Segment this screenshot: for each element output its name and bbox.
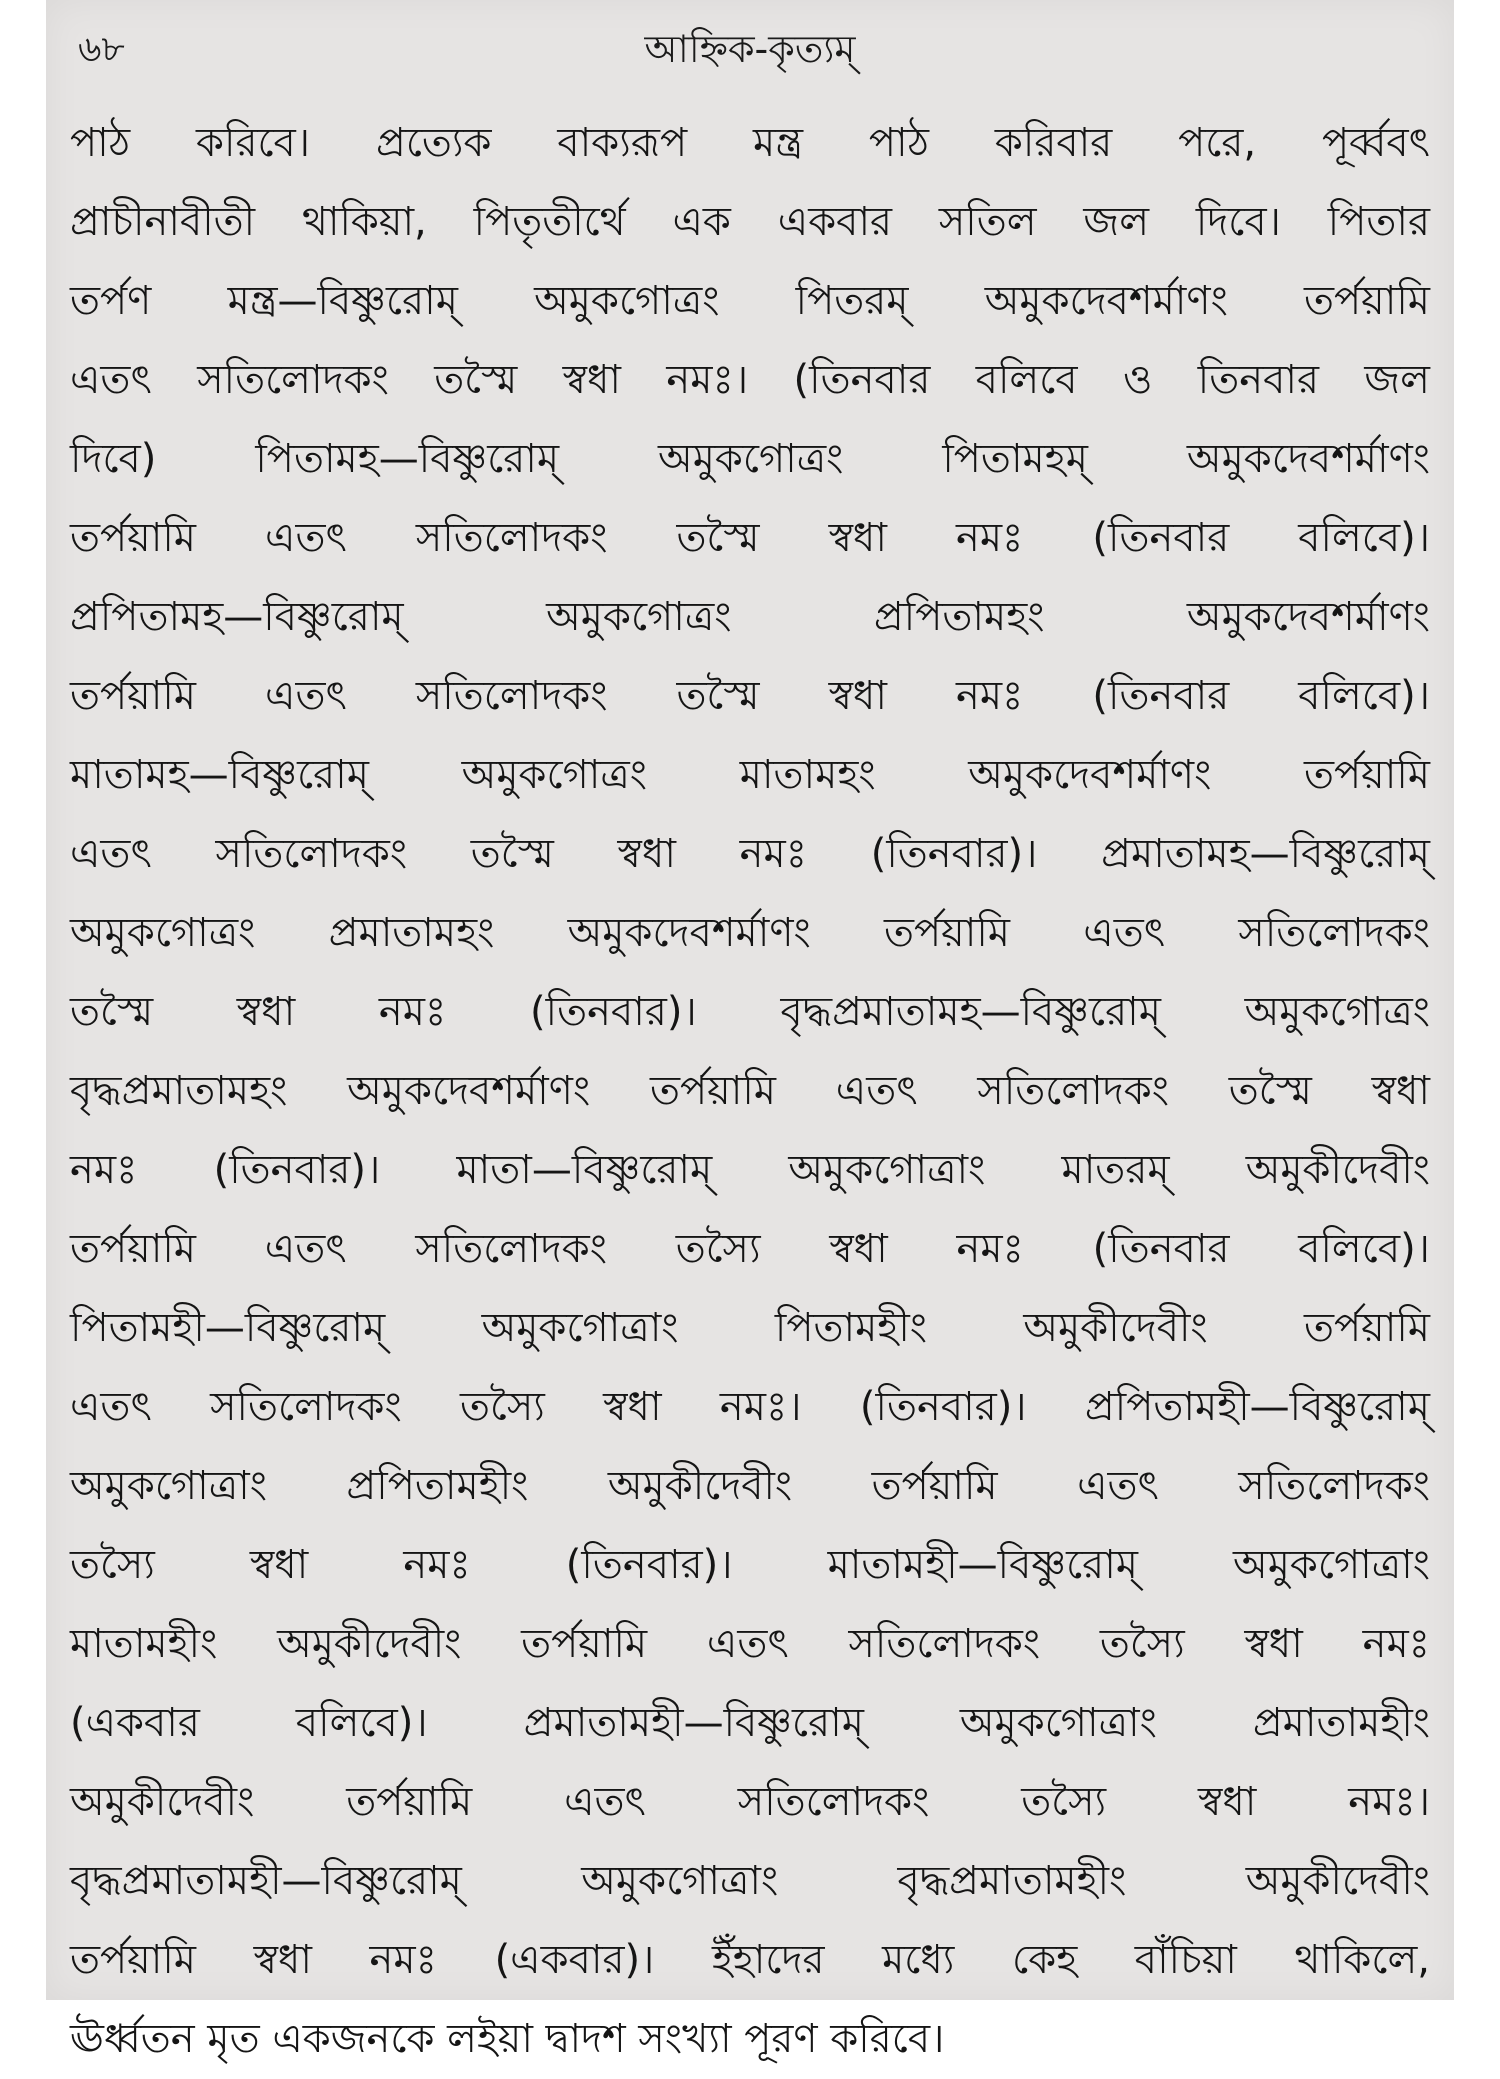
text-line: নমঃ (তিনবার)। মাতা—বিষ্ণুরোম্ অমুকগোত্রাং মাতরম্ অমুকীদেবীং	[70, 1147, 1430, 1193]
text-line: এতৎ সতিলোদকং তস্মৈ স্বধা নমঃ। (তিনবার বলিবে ও তিনবার জল	[70, 357, 1430, 403]
text-line: অমুকগোত্রং প্রমাতামহং অমুকদেবশর্মাণং তর্পয়ামি এতৎ সতিলোদকং	[70, 910, 1430, 956]
text-line: পিতামহী—বিষ্ণুরোম্ অমুকগোত্রাং পিতামহীং অমুকীদেবীং তর্পয়ামি	[70, 1305, 1430, 1351]
text-line: পাঠ করিবে। প্রত্যেক বাক্যরূপ মন্ত্র পাঠ করিবার পরে, পূর্ব্ববৎ	[70, 120, 1430, 166]
text-line: বৃদ্ধপ্রমাতামহং অমুকদেবশর্মাণং তর্পয়ামি এতৎ সতিলোদকং তস্মৈ স্বধা	[70, 1068, 1430, 1114]
text-line: তর্পয়ামি এতৎ সতিলোদকং তস্মৈ স্বধা নমঃ (তিনবার বলিবে)।	[70, 673, 1430, 719]
text-line: তর্পয়ামি এতৎ সতিলোদকং তস্যৈ স্বধা নমঃ (তিনবার বলিবে)।	[70, 1226, 1430, 1272]
page-header	[46, 18, 1454, 78]
text-line: মাতামহ—বিষ্ণুরোম্ অমুকগোত্রং মাতামহং অমুকদেবশর্মাণং তর্পয়ামি	[70, 752, 1430, 798]
body-text	[70, 104, 1430, 2079]
text-line: তর্পয়ামি স্বধা নমঃ (একবার)। ইঁহাদের মধ্যে কেহ বাঁচিয়া থাকিলে,	[70, 1937, 1430, 1983]
scan-margin-right	[1454, 0, 1500, 2000]
text-line: এতৎ সতিলোদকং তস্মৈ স্বধা নমঃ (তিনবার)। প্রমাতামহ—বিষ্ণুরোম্	[70, 831, 1430, 877]
text-line: তস্মৈ স্বধা নমঃ (তিনবার)। বৃদ্ধপ্রমাতামহ—বিষ্ণুরোম্ অমুকগোত্রং	[70, 989, 1430, 1035]
running-title: আহ্নিক-কৃত্যম্	[644, 27, 856, 71]
text-line: বৃদ্ধপ্রমাতামহী—বিষ্ণুরোম্ অমুকগোত্রাং বৃদ্ধপ্রমাতামহীং অমুকীদেবীং	[70, 1858, 1430, 1904]
text-line: অমুকগোত্রাং প্রপিতামহীং অমুকীদেবীং তর্পয়ামি এতৎ সতিলোদকং	[70, 1463, 1430, 1509]
text-line: অমুকীদেবীং তর্পয়ামি এতৎ সতিলোদকং তস্যৈ স্বধা নমঃ।	[70, 1779, 1430, 1825]
text-line: তর্পণ মন্ত্র—বিষ্ণুরোম্ অমুকগোত্রং পিতরম্ অমুকদেবশর্মাণং তর্পয়ামি	[70, 278, 1430, 324]
text-line: প্রপিতামহ—বিষ্ণুরোম্ অমুকগোত্রং প্রপিতামহং অমুকদেবশর্মাণং	[70, 594, 1430, 640]
text-line: এতৎ সতিলোদকং তস্যৈ স্বধা নমঃ। (তিনবার)। প্রপিতামহী—বিষ্ণুরোম্	[70, 1384, 1430, 1430]
text-line: তস্যৈ স্বধা নমঃ (তিনবার)। মাতামহী—বিষ্ণুরোম্ অমুকগোত্রাং	[70, 1542, 1430, 1588]
text-line: তর্পয়ামি এতৎ সতিলোদকং তস্মৈ স্বধা নমঃ (তিনবার বলিবে)।	[70, 515, 1430, 561]
book-page	[46, 0, 1454, 2062]
text-line: প্রাচীনাবীতী থাকিয়া, পিতৃতীর্থে এক একবার সতিল জল দিবে। পিতার	[70, 199, 1430, 245]
page-number: ৬৮	[78, 29, 125, 70]
scan-margin-left	[0, 0, 46, 2000]
text-line: ঊর্ধ্বতন মৃত একজনকে লইয়া দ্বাদশ সংখ্যা পূরণ করিবে।	[70, 2016, 945, 2062]
text-line: (একবার বলিবে)। প্রমাতামহী—বিষ্ণুরোম্ অমুকগোত্রাং প্রমাতামহীং	[70, 1700, 1430, 1746]
text-line: দিবে) পিতামহ—বিষ্ণুরোম্ অমুকগোত্রং পিতামহম্ অমুকদেবশর্মাণং	[70, 436, 1430, 482]
text-line: মাতামহীং অমুকীদেবীং তর্পয়ামি এতৎ সতিলোদকং তস্যৈ স্বধা নমঃ	[70, 1621, 1430, 1667]
